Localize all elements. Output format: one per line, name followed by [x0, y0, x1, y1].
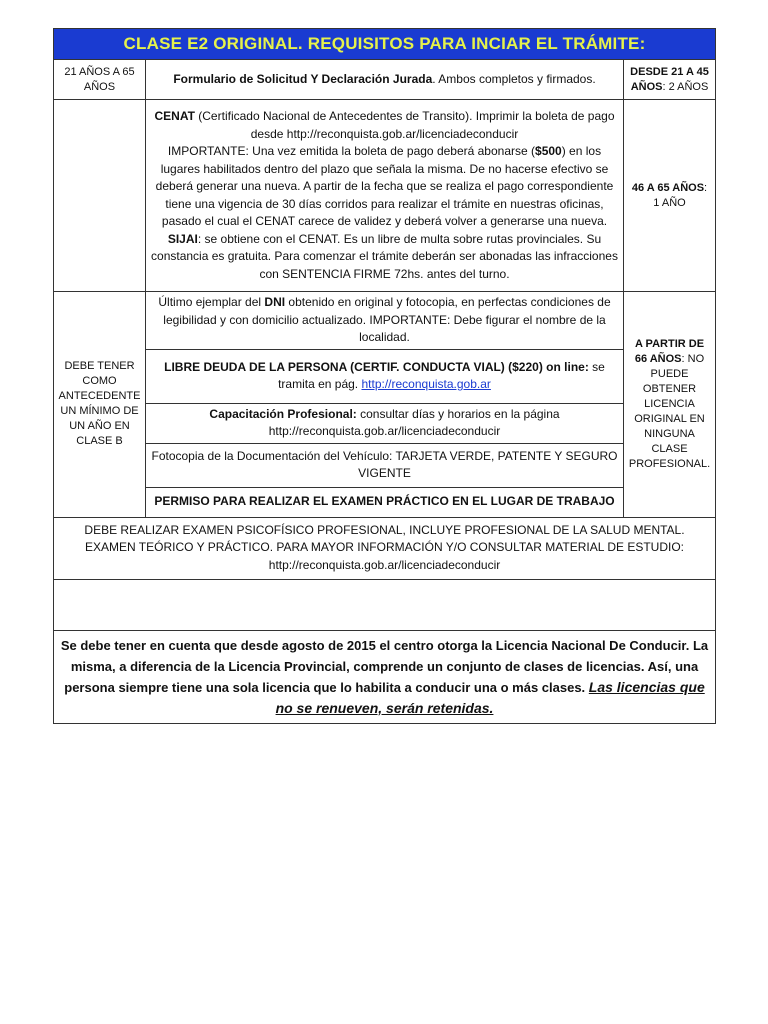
table-row [54, 443, 716, 487]
form-note: . Ambos completos y firmados. [432, 71, 596, 86]
table-row [54, 579, 716, 630]
table-row [54, 403, 716, 443]
table-title: CLASE E2 ORIGINAL. REQUISITOS PARA INCIAR EL TRÁMITE: [54, 29, 716, 60]
validity-value: : 2 AÑOS [662, 80, 709, 93]
table-row [54, 630, 716, 723]
cenat-requirement-cell [146, 100, 624, 292]
important-amount: $500 [535, 144, 562, 158]
form-label: Formulario de Solicitud Y Declaración Jurada [173, 71, 433, 86]
table-row [54, 349, 716, 403]
requirements-document [53, 28, 715, 724]
validity-label: 46 A 65 AÑOS [631, 181, 705, 194]
permiso-cell: PERMISO PARA REALIZAR EL EXAMEN PRÁCTICO EN EL LUGAR DE TRABAJO [146, 487, 624, 517]
sijai-label: SIJAI [167, 231, 198, 246]
validity-label: DESDE 21 A 45 AÑOS [630, 65, 709, 93]
validity-cell-46-65 [624, 100, 716, 292]
license-notice-emphasis: Las licencias que no se renueven, serán retenidas. [275, 678, 705, 716]
dni-text-a: Último ejemplar del [158, 295, 265, 309]
capacitacion-cell [146, 403, 624, 443]
important-text-b: ) en los lugares habilitados dentro del plazo que señala la misma. De no hacerse efectivo se deberá generar una nueva. A partir de la fecha que se realiza el pago correspondiente tiene una vigencia de 30 días corridos para realizar el trámite en nuestras oficinas, pasado el cual el CENAT carece de validez y deberá volver a generarse una nueva. [155, 144, 614, 228]
libre-deuda-label: LIBRE DEUDA DE LA PERSONA (CERTIF. CONDUCTA VIAL) ($220) on line: [164, 359, 589, 374]
exam-cell: DEBE REALIZAR EXAMEN PSICOFÍSICO PROFESIONAL, INCLUYE PROFESIONAL DE LA SALUD MENTAL. EXAMEN TEÓRICO Y PRÁCTICO. PARA MAYOR INFORMACIÓN Y/O CONSULTAR MATERIAL DE ESTUDIO: http://reconquista.gob.ar/licenciadeconducir [54, 517, 716, 579]
validity-value: : 1 AÑO [653, 181, 708, 209]
dni-requirement-cell [146, 292, 624, 350]
table-row [54, 517, 716, 579]
validity-cell-21-45 [624, 60, 716, 100]
empty-row-cell [54, 579, 716, 630]
age-66-restriction-cell [624, 292, 716, 518]
form-requirement-cell [146, 60, 624, 100]
vehicle-docs-cell: Fotocopia de la Documentación del Vehículo: TARJETA VERDE, PATENTE Y SEGURO VIGENTE [146, 443, 624, 487]
sijai-text: : se obtiene con el CENAT. Es un libre de multa sobre rutas provinciales. Su constancia es gratuita. Para comenzar el trámite deberán ser abonadas las infracciones con SENTENCIA FIRME 72hs. antes del turno. [151, 231, 618, 281]
table-row [54, 292, 716, 350]
license-notice-text: Se debe tener en cuenta que desde agosto de 2015 el centro otorga la Licencia Nacional De Conducir. La misma, a diferencia de la Licencia Provincial, comprende un conjunto de clases de licencias. Así, una persona siempre tiene una sola licencia que lo habilita a conducir una o más clases. [60, 637, 709, 695]
restriction-label: A PARTIR DE 66 AÑOS [634, 337, 705, 365]
license-notice-cell [54, 630, 716, 723]
age-range-cell: 21 AÑOS A 65 AÑOS [54, 60, 146, 100]
important-text-a: IMPORTANTE: Una vez emitida la boleta de pago deberá abonarse ( [167, 144, 536, 158]
cenat-text: (Certificado Nacional de Antecedentes de Transito). Imprimir la boleta de pago desde http://reconquista.gob.ar/licenciadeconducir [194, 109, 615, 141]
dni-text-b: obtenido en original y fotocopia, en perfectas condiciones de legibilidad y con domicilio actualizado. IMPORTANTE: Debe figurar el nombre de la localidad. [163, 295, 611, 344]
libre-deuda-text: se tramita en pág. [278, 359, 605, 391]
table-row [54, 100, 716, 292]
requirements-table [53, 28, 716, 724]
restriction-text: : NO PUEDE OBTENER LICENCIA ORIGINAL EN NINGUNA CLASE PROFESIONAL. [628, 352, 711, 470]
cenat-label: CENAT [154, 109, 195, 123]
capacitacion-text: consultar días y horarios en la página http://reconquista.gob.ar/licenciadeconducir [268, 406, 560, 438]
reconquista-link[interactable]: http://reconquista.gob.ar [361, 377, 491, 391]
table-row [54, 487, 716, 517]
empty-cell [54, 100, 146, 292]
dni-label: DNI [264, 295, 286, 309]
libre-deuda-cell [146, 349, 624, 403]
class-b-requirement-cell: DEBE TENER COMO ANTECEDENTE UN MÍNIMO DE UN AÑO EN CLASE B [54, 292, 146, 518]
capacitacion-label: Capacitación Profesional: [209, 406, 357, 421]
table-row [54, 60, 716, 100]
header-row [54, 29, 716, 60]
